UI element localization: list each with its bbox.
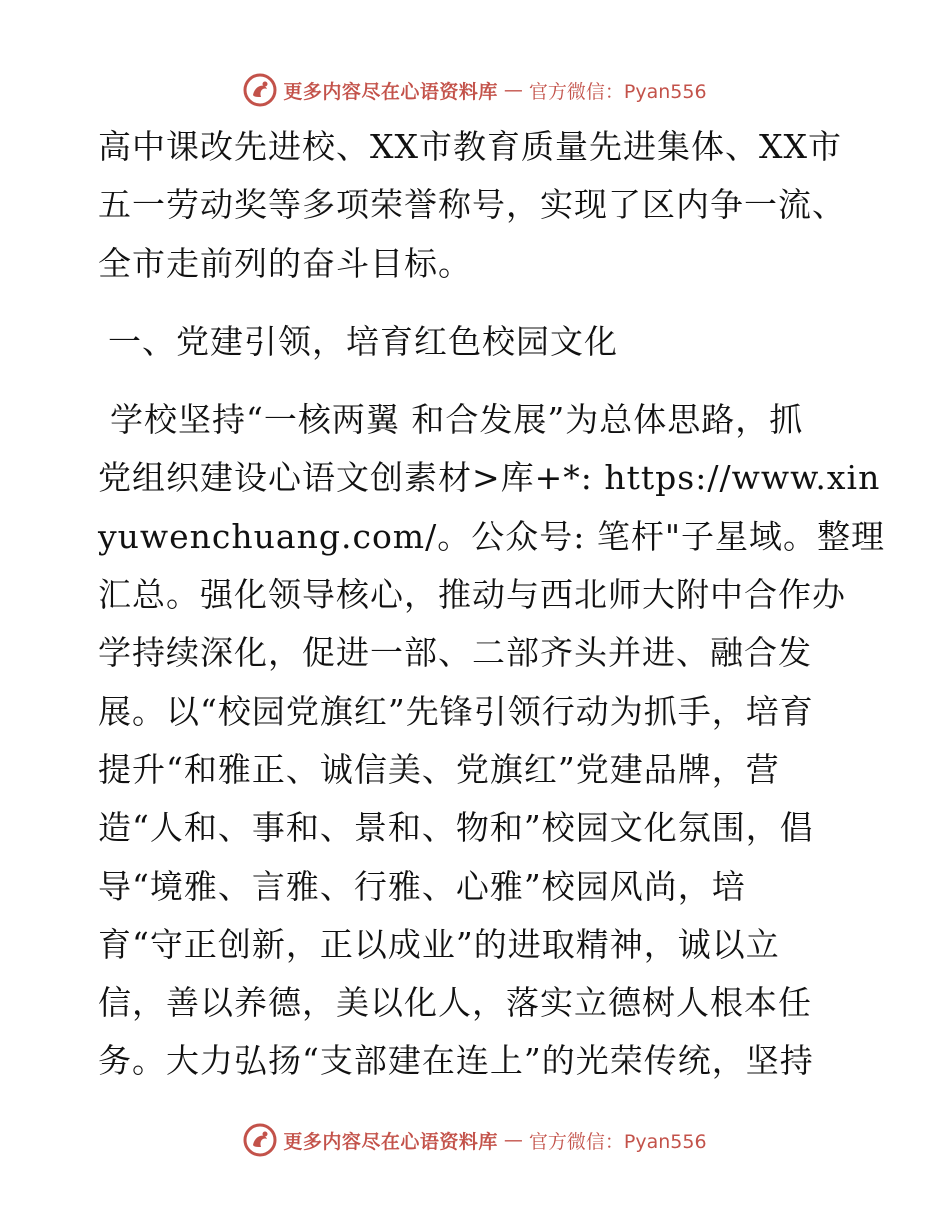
watermark-separator: —	[503, 79, 523, 101]
paragraph-line: 展。以“校园党旗红”先锋引领行动为抓手，培育	[98, 691, 814, 731]
document-body	[98, 118, 886, 1091]
watermark-contact: 官方微信：Pyan556	[528, 80, 707, 103]
flame-swirl-icon	[243, 73, 277, 107]
watermark-brand: 更多内容尽在心语资料库	[283, 80, 498, 103]
paragraph-line: yuwenchuang.com/。公众号: 笔杆"子星域。整理	[98, 516, 886, 556]
watermark-footer	[0, 1120, 950, 1160]
paragraph-line: 提升“和雅正、诚信美、党旗红”党建品牌，营	[98, 749, 780, 789]
paragraph-line: 学持续深化，促进一部、二部齐头并进、融合发	[98, 633, 812, 673]
flame-swirl-icon	[243, 1123, 277, 1157]
paragraph-line: 育“守正创新，正以成业”的进取精神，诚以立	[98, 924, 780, 964]
watermark-brand: 更多内容尽在心语资料库	[283, 1130, 498, 1153]
paragraph-line: 高中课改先进校、XX市教育质量先进集体、XX市	[98, 127, 842, 166]
paragraph-line: 党组织建设心语文创素材>库+*: https://www.xin	[98, 458, 881, 498]
paragraph-line: 五一劳动奖等多项荣誉称号，实现了区内争一流、	[98, 185, 846, 225]
paragraph-line: 学校坚持“一核两翼 和合发展”为总体思路，抓	[110, 400, 804, 440]
paragraph-line: 务。大力弘扬“支部建在连上”的光荣传统，坚持	[98, 1041, 814, 1081]
paragraph-line: 信，善以养德，美以化人，落实立德树人根本任	[98, 983, 812, 1023]
watermark-contact: 官方微信：Pyan556	[528, 1130, 707, 1153]
watermark-separator: —	[503, 1129, 523, 1151]
paragraph-line: 全市走前列的奋斗目标。	[98, 243, 472, 283]
paragraph-line: 汇总。强化领导核心，推动与西北师大附中合作办	[98, 575, 846, 615]
watermark-header	[0, 70, 950, 110]
paragraph-line: 造“人和、事和、景和、物和”校园文化氛围，倡	[98, 808, 814, 848]
section-heading: 一、党建引领，培育红色校园文化	[108, 321, 618, 361]
paragraph-line: 导“境雅、言雅、行雅、心雅”校园风尚，培	[98, 866, 746, 906]
